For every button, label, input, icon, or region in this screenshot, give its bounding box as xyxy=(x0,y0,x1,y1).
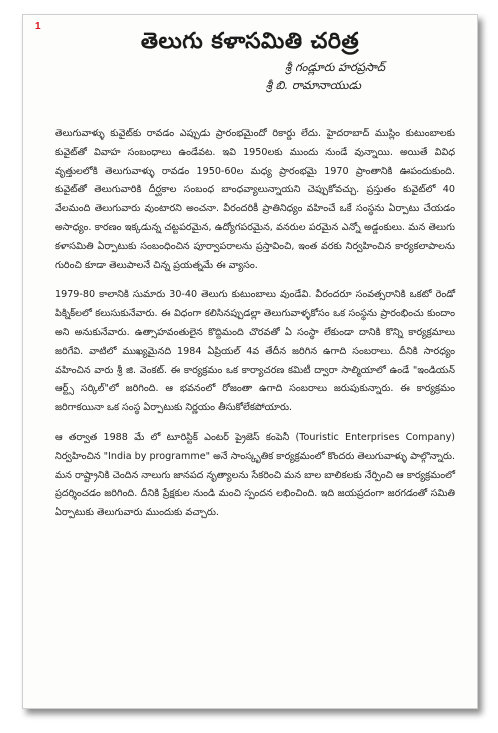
author-2: శ్రీ బి. రామానాయుడు xyxy=(265,78,361,92)
document-page xyxy=(22,14,478,709)
paragraph-2: 1979-80 కాలానికి సుమారు 30-40 తెలుగు కుటుంబాలు వుండేవి. వీరందరూ సంవత్సరానికి ఒకటో రెండో పిక్నిక్‌లలో కలుసుకునేవారు. ఈ విధంగా కలిసినప్పుడల్లా తెలుగువాళ్ళకోసం ఒక సంస్థను ప్రారంభించు కుందాం అని అనుకునేవారు. ఉత్సాహవంతులైన కొద్దిమంది చొరవతో ఏ సంస్థా లేకుండా దానికి కొన్ని కార్యక్రమాలు జరిగేవి. వాటిలో ముఖ్యమైనది 1984 ఏప్రియల్ 4వ తేదీన జరిగిన ఉగాది సంబరాలు. దీనికి సారధ్యం వహించిన వారు శ్రీ జి. వెంకట్. ఈ కార్యక్రమం ఒక కార్యాచరణ కమిటీ ద్వారా సాల్మియాలో ఉండే "ఇండియన్ ఆర్ట్స్ సర్కిల్"లో జరిగింది. ఆ భవనంలో రోజంతా ఉగాది సంబరాలు జరుపుకున్నారు. ఈ కార్యక్రమం జరిగాకయినా ఒక సంస్థ ఏర్పాటుకు నిర్ణయం తీసుకోలేకపోయారు. xyxy=(55,289,455,414)
article-title: తెలుగు కళాసమితి చరిత్ర xyxy=(140,29,360,54)
author-1: శ్రీ గండ్లూరు హరప్రసాద్ xyxy=(284,60,385,74)
paragraph-3: ఆ తర్వాత 1988 మే లో టూరిస్టిక్ ఎంటర్ ప్రైజెస్ కంపెనీ (Touristic Enterprises Company) నిర్వహించిన "India by programme" అనే సాంస్కృతిక కార్యక్రమంలో కొందరు తెలుగువాళ్ళు పాల్గొన్నారు. మన రాష్ట్రానికి చెందిన నాలుగు జానపద నృత్యాలను సేకరించి మన బాల బాలికలకు నేర్పించి ఆ కార్యక్రమంలో ప్రదర్శించడం జరిగింది. దీనికి ప్రేక్షకుల నుండి మంచి స్పందన లభించింది. ఇది జయప్రదంగా జరగడంతో సమితి ఏర్పాటుకు తెలుగువారు ముందుకు వచ్చారు. xyxy=(55,431,456,519)
page-number: 1 xyxy=(35,21,41,32)
article-body xyxy=(55,125,455,534)
paragraph-1: తెలుగువాళ్ళు కువైట్‌కు రావడం ఎప్పుడు ప్రారంభమైందో రికార్డు లేదు. హైదరాబాద్ ముస్లిం కుటుంబాలకు కువైట్‌తో వివాహ సంబంధాలు ఉండేవట. ఇవి 1950లకు ముందు నుండే వున్నాయి. అయితే వివిధ వృత్తులలోకి తెలుగువాళ్ళు రావడం 1950-60ల మధ్య ప్రారంభమై 1970 ప్రాంతానికి ఊపందుకుంది. కువైట్‌తో తెలుగువారికి దీర్ఘకాల సంబంధ బాంధవ్యాలున్నాయని చెప్పుకోవచ్చు. ప్రస్తుతం కువైట్‌లో 40 వేలమంది తెలుగువారు వుంటారని అంచనా. వీరందరికీ ప్రాతినిధ్యం వహించే ఒకే సంస్థను ఏర్పాటు చేయడం అసాధ్యం. కారణం ఇక్కడున్న చట్టపరమైన, ఉద్యోగపరమైన, వనరుల పరమైన ఎన్నో అడ్డంకులు. మన తెలుగు కళాసమితి ఏర్పాటుకు సంబంధించిన పూర్వాపరాలను ప్రస్తావించి, ఇంత వరకు నిర్వహించిన కార్యకలాపాలను గురించి కూడా తెలుపాలనే చిన్న ప్రయత్నమే ఈ వ్యాసం. xyxy=(55,128,455,271)
